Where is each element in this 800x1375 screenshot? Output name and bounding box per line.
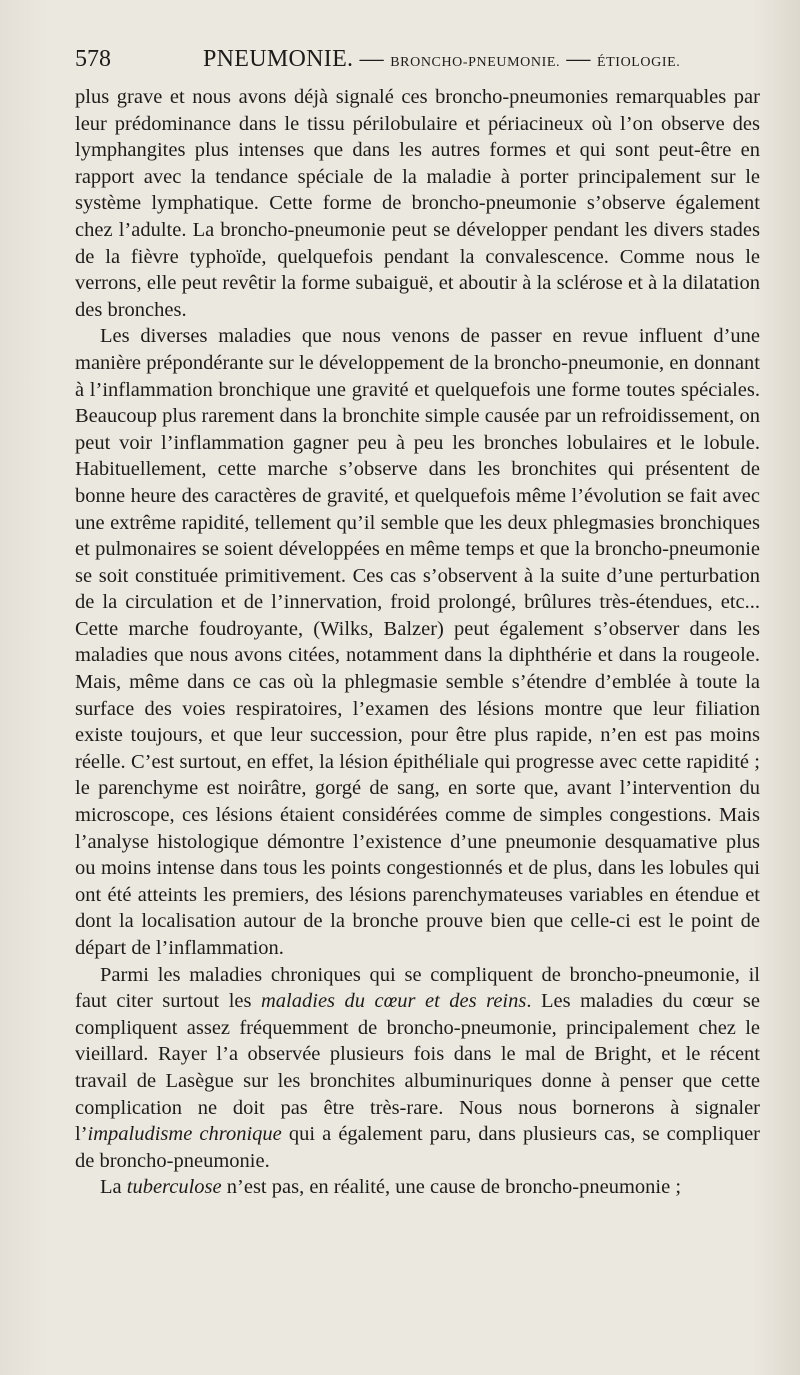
paragraph-text: La — [100, 1176, 127, 1199]
running-header — [75, 46, 765, 74]
page-number: 578 — [75, 46, 111, 72]
running-title-separator: — — [353, 46, 391, 72]
italic-term: impaludisme chronique — [87, 1123, 282, 1146]
paragraph — [75, 1174, 760, 1201]
paragraph-text: n’est pas, en réalité, une cause de broncho-pneumonie ; — [221, 1176, 682, 1199]
paragraph: Les diverses maladies que nous venons de passer en revue influent d’une manière prépondérante sur le développement de la broncho-pneumonie, en donnant à l’inflammation bronchique une gravité et quelquefois une forme toutes spéciales. Beaucoup plus rarement dans la bronchite simple causée par un refroidissement, on peut voir l’inflammation gagner peu à peu les bronches lobulaires et le lobule. Habituellement, cette marche s’observe dans les bronchites qui présentent de bonne heure des caractères de gravité, et quelquefois même l’évolution se fait avec une extrême rapidité, tellement qu’il semble que les deux phlegmasies bronchiques et pulmonaires se soient développées en même temps et que la broncho-pneumonie se soit constituée primitivement. Ces cas s’observent à la suite d’une perturbation de la circulation et de l’innervation, froid prolongé, brûlures très-étendues, etc... Cette marche foudroyante, (Wilks, Balzer) peut également s’observer dans les maladies que nous avons citées, notamment dans la diphthérie et dans la rougeole. Mais, même dans ce cas où la phlegmasie semble s’étendre d’emblée à toute la surface des voies respiratoires, l’examen des lésions montre que leur filiation existe toujours, et que leur succession, pour être plus rapide, n’en est pas moins réelle. C’est surtout, en effet, la lésion épithéliale qui progresse avec cette rapidité ; le parenchyme est noirâtre, gorgé de sang, en sorte que, avant l’intervention du microscope, ces lésions étaient considérées comme de simples congestions. Mais l’analyse histologique démontre l’existence d’une pneumonie desquamative plus ou moins intense dans tous les points congestionnés et de plus, dans les lobules qui ont été atteints les premiers, des lésions parenchymateuses variables en étendue et dont la localisation autour de la bronche prouve bien que celle-ci est le point de départ de l’inflammation. — [75, 325, 760, 959]
paragraph-text: qui a également paru, dans plusieurs cas, se compliquer de broncho-pneumonie. — [75, 1123, 760, 1172]
paragraph: plus grave et nous avons déjà signalé ces broncho-pneumonies remarquables par leur prédominance dans le tissu périlobulaire et périacineux où l’on observe des lymphangites plus intenses que dans les autres formes et qui sont peut-être en rapport avec la tendance spéciale de la maladie à porter principalement sur le système lymphatique. Cette forme de broncho-pneumonie s’observe également chez l’adulte. La broncho-pneumonie peut se développer pendant les divers stades de la fièvre typhoïde, quelquefois pendant la convalescence. Comme nous le verrons, elle peut revêtir la forme subaiguë, et aboutir à la sclérose et à la dilatation des bronches. — [75, 86, 760, 321]
running-title-sub: BRONCHO-PNEUMONIE. — [390, 55, 561, 70]
paragraph-text: . Les maladies du cœur se compliquent assez fréquemment de broncho-pneumonie, principalement chez le vieillard. Rayer l’a observée plusieurs fois dans le mal de Bright, et le récent travail de Lasègue sur les bronchites albuminuriques donne à penser que cette complication ne doit pas être très-rare. Nous nous bornerons à signaler l’ — [75, 990, 760, 1146]
running-title-separator: — — [560, 46, 597, 72]
body-text — [75, 84, 760, 1201]
paragraph — [75, 962, 760, 1175]
running-title-section: ÉTIOLOGIE. — [597, 55, 681, 70]
paragraph-text: Parmi les maladies chroniques qui se compliquent de broncho-pneumonie, il faut citer surtout les — [75, 963, 760, 1013]
running-title-main: PNEUMONIE. — [203, 46, 354, 72]
italic-term: tuberculose — [126, 1176, 222, 1199]
running-title — [203, 46, 680, 73]
italic-term: maladies du cœur et des reins — [261, 990, 527, 1013]
